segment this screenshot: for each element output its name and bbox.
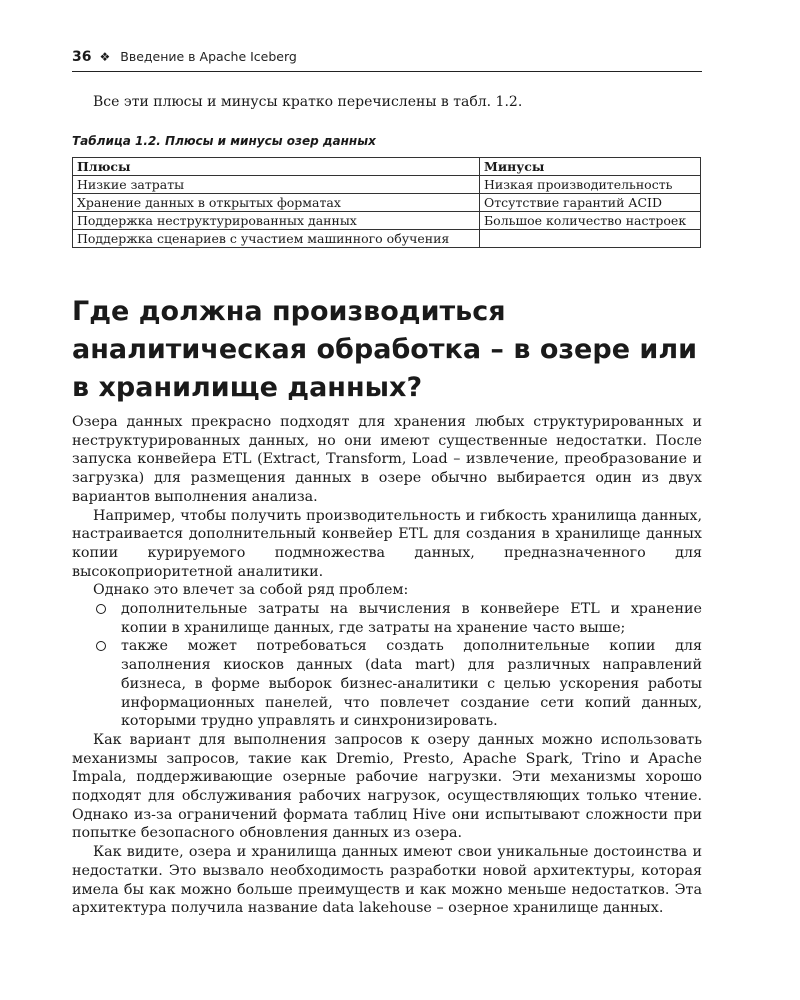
table-caption: Таблица 1.2. Плюсы и минусы озер данных [72,134,376,148]
body-text [72,413,702,918]
bullet-circle-icon [96,641,106,651]
list-item [72,637,702,731]
paragraph: Как вариант для выполнения запросов к озеру данных можно использовать механизмы запросов, такие как Dremio, Presto, Apache Spark, Trino и Apache Impala, поддерживающие озерные рабочие нагрузки. Эти механизмы хорошо подходят для обслуживания рабочих нагрузок, осуществляющих только чтение. Однако из-за ограничений формата таблиц Hive они испытывают сложности при попытке безопасного обновления данных из озера. [72,731,702,842]
list-item [72,600,702,637]
table-cell [480,230,701,248]
table-cell: Отсутствие гарантий ACID [480,194,701,212]
running-title: Введение в Apache Iceberg [120,49,297,64]
header-cons: Минусы [480,158,701,176]
table-cell: Большое количество настроек [480,212,701,230]
table-cell: Поддержка неструктурированных данных [73,212,480,230]
bullet-circle-icon [96,604,106,614]
paragraph: Например, чтобы получить производительность и гибкость хранилища данных, настраивается дополнительный конвейер ETL для создания в хранилище данных копии курируемого подмножества данных, предназначенного для высокоприоритетной аналитики. [72,507,702,580]
table-cell: Низкие затраты [73,176,480,194]
paragraph: Как видите, озера и хранилища данных имеют свои уникальные достоинства и недостатки. Это вызвало необходимость разработки новой архитектуры, которая имела бы как можно больше преимуществ и как можно меньше недостатков. Эта архитектура получила название data lakehouse – озерное хранилище данных. [72,844,702,917]
ornament-icon: ❖ [99,50,111,64]
paragraph: Однако это влечет за собой ряд проблем: [93,582,409,599]
list-item-text: дополнительные затраты на вычисления в конвейере ETL и хранение копии в хранилище данных, где затраты на хранение часто выше; [121,601,702,636]
list-item-text: также может потребоваться создать дополнительные копии для заполнения киосков данных (data mart) для различных направлений бизнеса, в форме выборок бизнес-аналитики с целью ускорения работы информационных панелей, что повлечет создание сети копий данных, которыми трудно управлять и синхронизировать. [121,638,702,730]
pros-cons-table [72,157,701,248]
table-row [73,212,701,230]
table-row [73,176,701,194]
table-cell: Поддержка сценариев с участием машинного обучения [73,230,480,248]
table-header-row [73,158,701,176]
page-number: 36 [72,49,92,65]
header-pros: Плюсы [73,158,480,176]
table-row [73,230,701,248]
table-row [73,194,701,212]
paragraph: Озера данных прекрасно подходят для хранения любых структурированных и неструктурированных данных, но они имеют существенные недостатки. После запуска конвейера ETL (Extract, Transform, Load – извлечение, преобразование и загрузка) для размещения данных в озере обычно выбирается один из двух вариантов выполнения анализа. [72,414,702,505]
table-cell: Низкая производительность [480,176,701,194]
table-cell: Хранение данных в открытых форматах [73,194,480,212]
problem-list [72,600,702,731]
running-header [72,49,702,72]
intro-sentence: Все эти плюсы и минусы кратко перечислены в табл. 1.2. [93,94,523,110]
section-heading: Где должна производиться аналитическая обработка – в озере или в хранилище данных? [72,296,698,403]
